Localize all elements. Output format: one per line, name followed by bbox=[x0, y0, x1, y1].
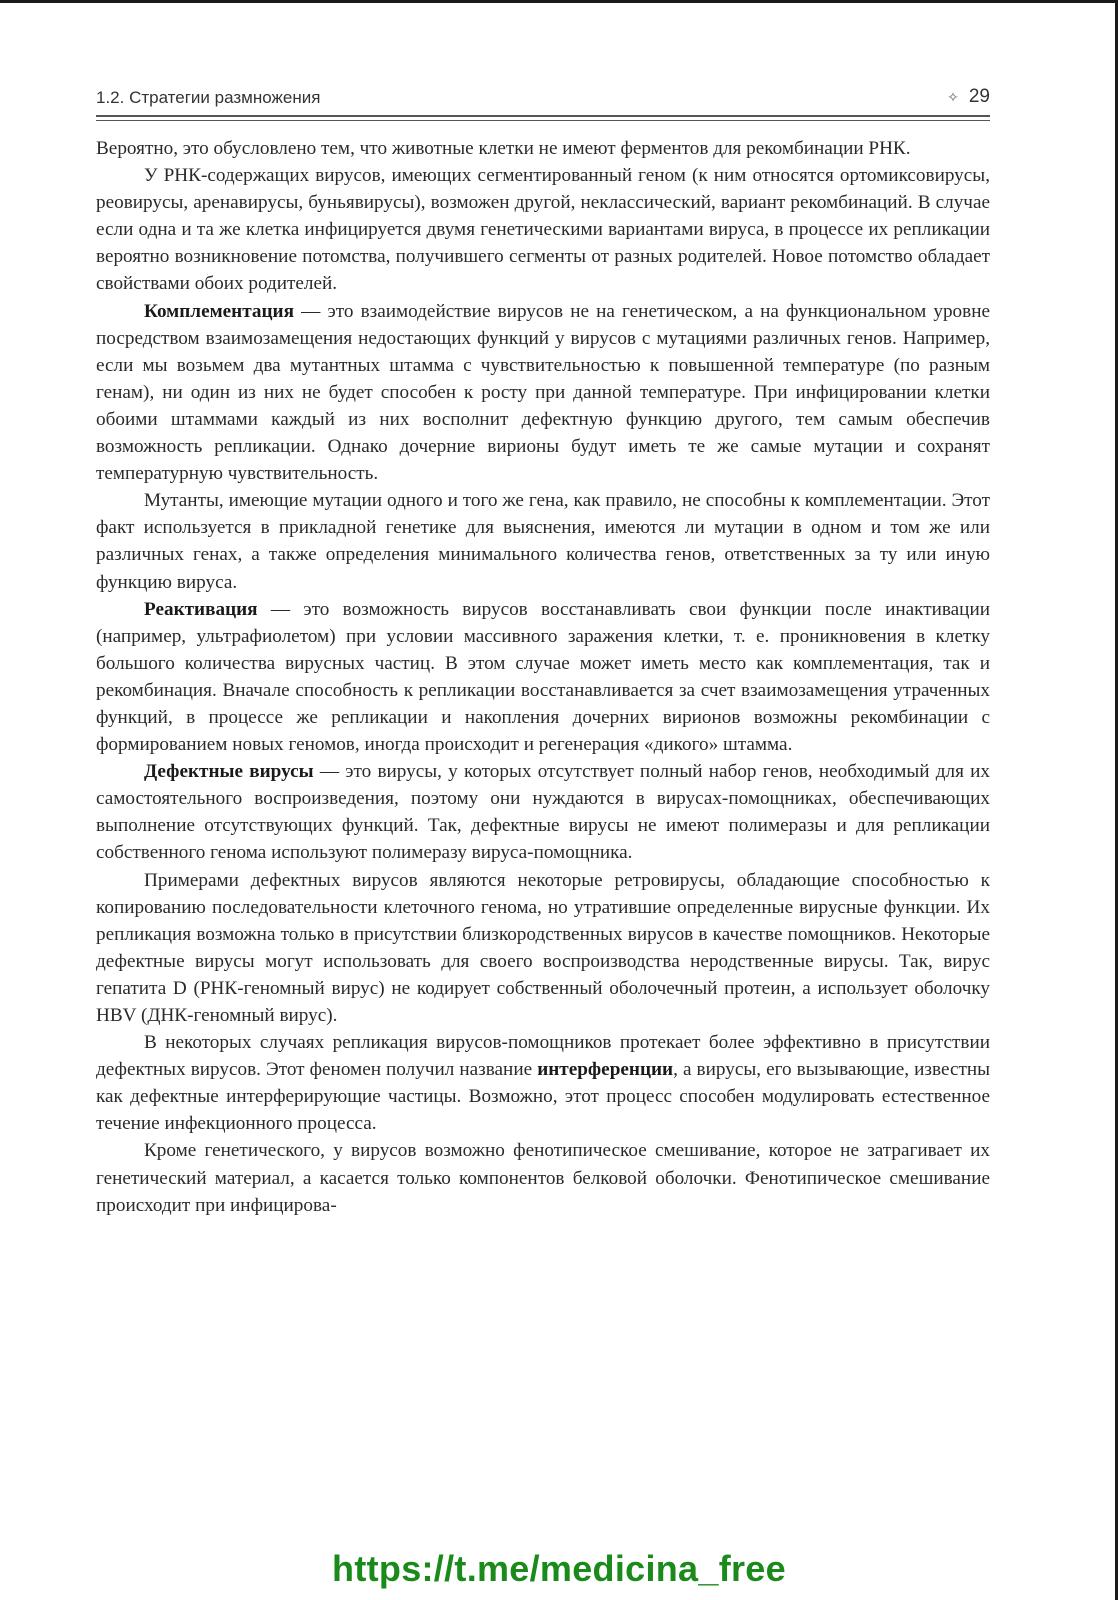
diamond-ornament-icon: ✧ bbox=[947, 88, 959, 105]
paragraph-5 bbox=[96, 596, 990, 759]
paragraph-5-text: — это возможность вирусов восстанавливать свои функции после инактивации (например, ультрафиолетом) при условии массивного заражения клетки, т. е. проникновения в клетку большого количества вирусных частиц. В этом случае может иметь место как комплементация, так и рекомбинация. Вначале способность к репликации восстанавливается за счет взаимозамещения утраченных функций, в процессе же репликации и накопления дочерних вирионов возможны рекомбинации с формированием новых геномов, иногда происходит и регенерация «дикого» штамма. bbox=[96, 598, 990, 756]
section-title: 1.2. Стратегии размножения bbox=[96, 88, 321, 107]
paragraph-8-text-before: В некоторых случаях репликация вирусов-помощников протекает более эффективно в присутствии дефектных вирусов. Этот феномен получил название bbox=[96, 1032, 990, 1081]
paragraph-6-text: — это вирусы, у которых отсутствует полный набор генов, необходимый для их самостоятельного воспроизведения, поэтому они нуждаются в вирусах-помощниках, обеспечивающих выполнение отсутствующих функций. Так, дефектные вирусы не имеют полимеразы и для репликации собственного генома используют полимеразу вируса-помощника. bbox=[96, 761, 990, 864]
telegram-link[interactable]: https://t.me/medicina_free bbox=[332, 1548, 786, 1589]
paragraph-6 bbox=[96, 758, 990, 866]
paragraph-4: Мутанты, имеющие мутации одного и того же гена, как правило, не способны к комплементации. Этот факт используется в прикладной генетике для выяснения, имеются ли мутации в одном и том же или различных генах, а также определения минимального количества генов, ответственных за ту или иную функцию вируса. bbox=[96, 490, 990, 593]
page-number-group bbox=[947, 86, 990, 108]
paragraph-8 bbox=[96, 1029, 990, 1137]
paragraph-8-text-after: , а вирусы, его вызывающие, известны как дефектные интерферирующие частицы. Возможно, этот процесс способен модулировать естественное течение инфекционного процесса. bbox=[96, 1059, 990, 1135]
term-defective-viruses: Дефектные вирусы bbox=[144, 761, 314, 783]
paragraph-3 bbox=[96, 298, 990, 488]
term-reactivation: Реактивация bbox=[144, 598, 258, 620]
book-page bbox=[96, 84, 990, 1219]
term-interference: интерференции bbox=[537, 1059, 674, 1081]
term-complementation: Комплементация bbox=[144, 300, 294, 322]
running-head bbox=[96, 84, 990, 108]
paragraph-9: Кроме генетического, у вирусов возможно фенотипическое смешивание, которое не затрагивает их генетический материал, а касается только компонентов белковой оболочки. Фенотипическое смешивание происходит при инфицирова- bbox=[96, 1140, 990, 1216]
header-rule bbox=[96, 115, 990, 121]
paragraph-1: Вероятно, это обусловлено тем, что животные клетки не имеют ферментов для рекомбинации РНК. bbox=[96, 138, 911, 159]
page-number: 29 bbox=[968, 86, 990, 107]
paragraph-2: У РНК-содержащих вирусов, имеющих сегментированный геном (к ним относятся ортомиксовирусы, реовирусы, аренавирусы, буньявирусы), возможен другой, неклассический, вариант рекомбинаций. В случае если одна и та же клетка инфицируется двумя генетическими вариантами вируса, в процессе их репликации вероятно возникновение потомства, получившего сегменты от разных родителей. Новое потомство обладает свойствами обоих родителей. bbox=[96, 165, 990, 295]
paragraph-3-text: — это взаимодействие вирусов не на генетическом, а на функциональном уровне посредством взаимозамещения недостающих функций у вирусов с мутациями различных генов. Например, если мы возьмем два мутантных штамма с чувствительностью к повышенной температуре (по разным генам), ни один из них не будет способен к росту при данной температуре. При инфицировании клетки обоими штаммами каждый из них восполнит дефектную функцию другого, тем самым обеспечив возможность репликации. Однако дочерние вирионы будут иметь те же самые мутации и сохранят температурную чувствительность. bbox=[96, 300, 990, 485]
body-text bbox=[96, 135, 990, 1219]
viewer-frame-top bbox=[0, 0, 1118, 3]
paragraph-7: Примерами дефектных вирусов являются некоторые ретровирусы, обладающие способностью к копированию последовательности клеточного генома, но утратившие определенные вирусные функции. Их репликация возможна только в присутствии близкородственных вирусов в качестве помощников. Некоторые дефектные вирусы могут использовать для своего воспроизводства неродственные вирусы. Так, вирус гепатита D (РНК-геномный вирус) не кодирует собственный оболочечный протеин, а использует оболочку HBV (ДНК-геномный вирус). bbox=[96, 869, 990, 1026]
